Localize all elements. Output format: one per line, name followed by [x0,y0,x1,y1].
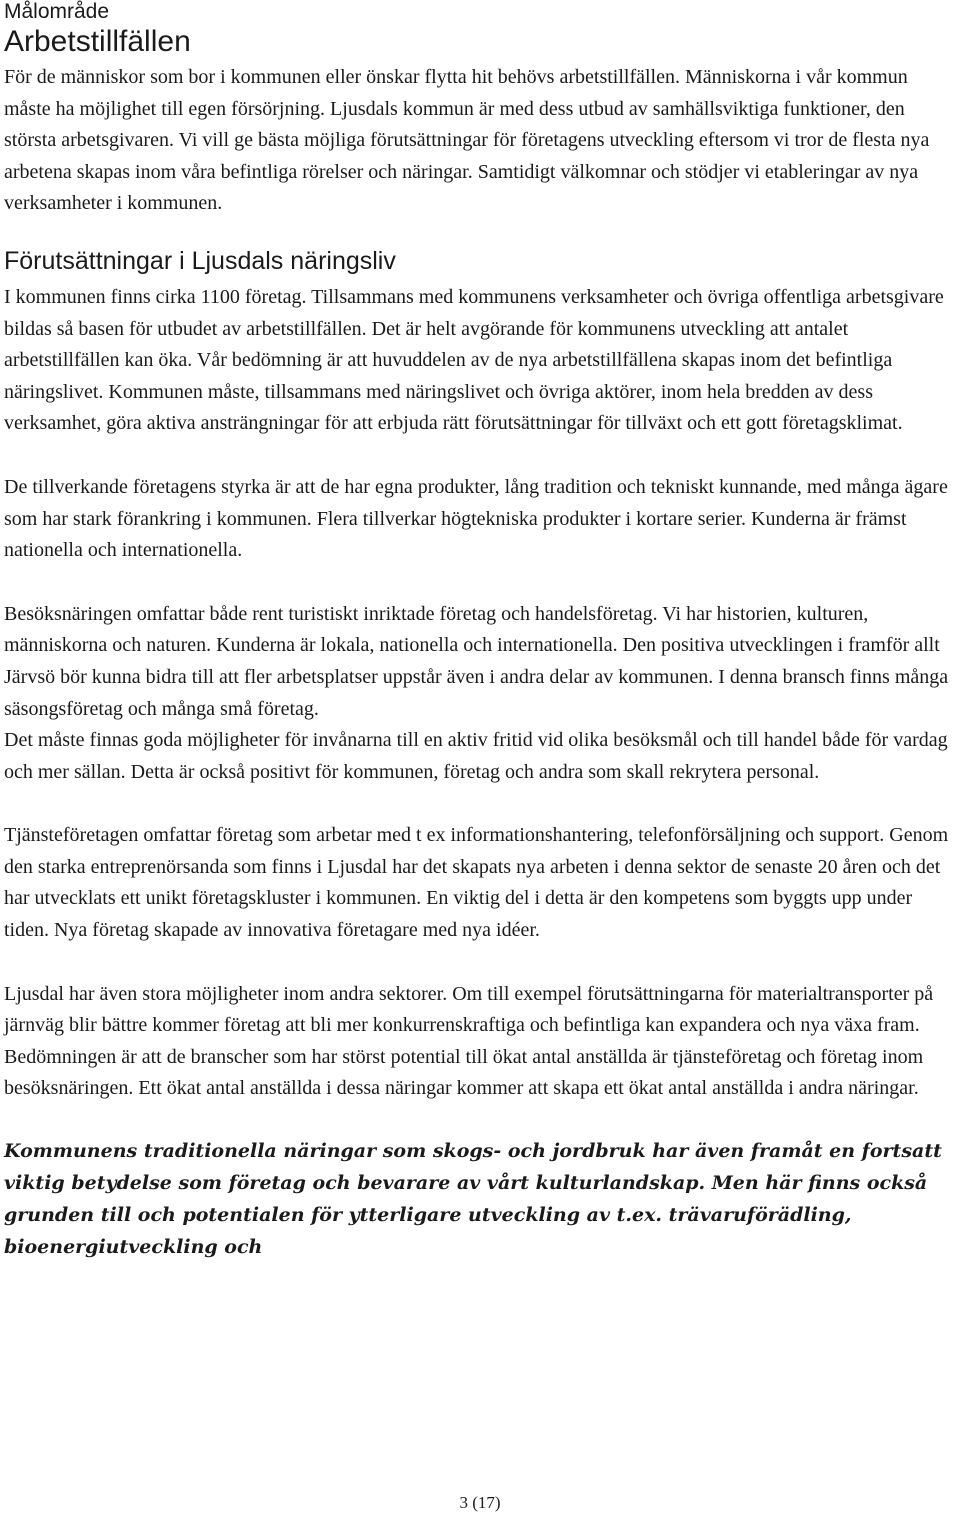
body-paragraph-3: Besöksnäringen omfattar både rent turistiskt inriktade företag och handelsföretag. Vi har historien, kulturen, människorna och naturen. Kunderna är lokala, nationella och internationella. Den positiva utvecklingen i framför allt Järvsö bör kunna bidra till att fler arbetsplatser uppstår även i andra delar av kommunen. I denna bransch finns många säsongsföretag och många små företag. [4,602,949,720]
page-number: 3 (17) [459,1493,501,1512]
emphasis-paragraph: Kommunens traditionella näringar som skogs- och jordbruk har även framåt en fortsatt viktig betydelse som företag och bevarare av vårt kulturlandskap. Men här finns också grunden till och potentialen för ytterligare utveckling av t.ex. trävaruförädling, bioenergiutveckling och [4,1140,942,1259]
body-paragraph-6: Ljusdal har även stora möjligheter inom andra sektorer. Om till exempel förutsättningarna för materialtransporter på järnväg blir bättre kommer företag att bli mer konkurrenskraftiga och befintliga kan expandera och nya växa fram. Bedömningen är att de branscher som har störst potential till ökat antal anställda är tjänsteföretag och företag inom besöksnäringen. Ett ökat antal anställda i dessa näringar kommer att skapa ett ökat antal anställda i andra näringar. [4,982,934,1100]
body-paragraph-5: Tjänsteföretagen omfattar företag som arbetar med t ex informationshantering, telefonförsäljning och support. Genom den starka entreprenörsanda som finns i Ljusdal har det skapats nya arbeten i denna sektor de senaste 20 åren och det har utvecklats ett unikt företagskluster i kommunen. En viktig del i detta är den kompetens som byggts upp under tiden. Nya företag skapade av innovativa företagare med nya idéer. [4,824,949,942]
page-title: Arbetstillfällen [4,25,191,58]
body-paragraph-4: Det måste finnas goda möjligheter för invånarna till en aktiv fritid vid olika besöksmål och till handel både för vardag och mer sällan. Detta är också positivt för kommunen, företag och andra som skall rekrytera personal. [4,729,948,783]
intro-sentence-1: För de människor som bor i kommunen eller önskar flytta hit behövs arbetstillfällen. Människorna i vår kommun måste ha möjlighet till egen försörjning. Ljusdals kommun är med dess utbud av samhällsviktiga funktioner, den största arbetsgivaren. [4,66,908,152]
body-paragraph-2: De tillverkande företagens styrka är att de har egna produkter, lång tradition och tekniskt kunnande, med många ägare som har stark förankring i kommunen. Flera tillverkar högtekniska produkter i kortare serier. Kunderna är främst nationella och internationella. [4,475,948,562]
intro-sentence-3: Samtidigt välkomnar och stödjer vi etableringar av nya verksamheter i kommunen. [4,160,919,215]
body-paragraph-1: I kommunen finns cirka 1100 företag. Tillsammans med kommunens verksamheter och övriga offentliga arbetsgivare bildas så basen för utbudet av arbetstillfällen. Det är helt avgörande för kommunens utveckling att antalet arbetstillfällen kan öka. Vår bedömning är att huvuddelen av de nya arbetstillfällena skapas inom det befintliga näringslivet. Kommunen måste, tillsammans med näringslivet och övriga aktörer, inom hela bredden av dess verksamhet, göra aktiva ansträngningar för att erbjuda rätt förutsättningar för tillväxt och ett gott företagsklimat. [4,285,944,435]
section-heading: Förutsättningar i Ljusdals näringsliv [4,246,396,275]
intro-paragraph [4,62,956,220]
section-label: Målområde [4,0,110,23]
document-page [4,0,956,1263]
intro-sentence-2: Vi vill ge bästa möjliga förutsättningar för företagens utveckling eftersom vi tror de flesta nya arbetena skapas inom våra befintliga rörelser och näringar. [4,129,930,183]
